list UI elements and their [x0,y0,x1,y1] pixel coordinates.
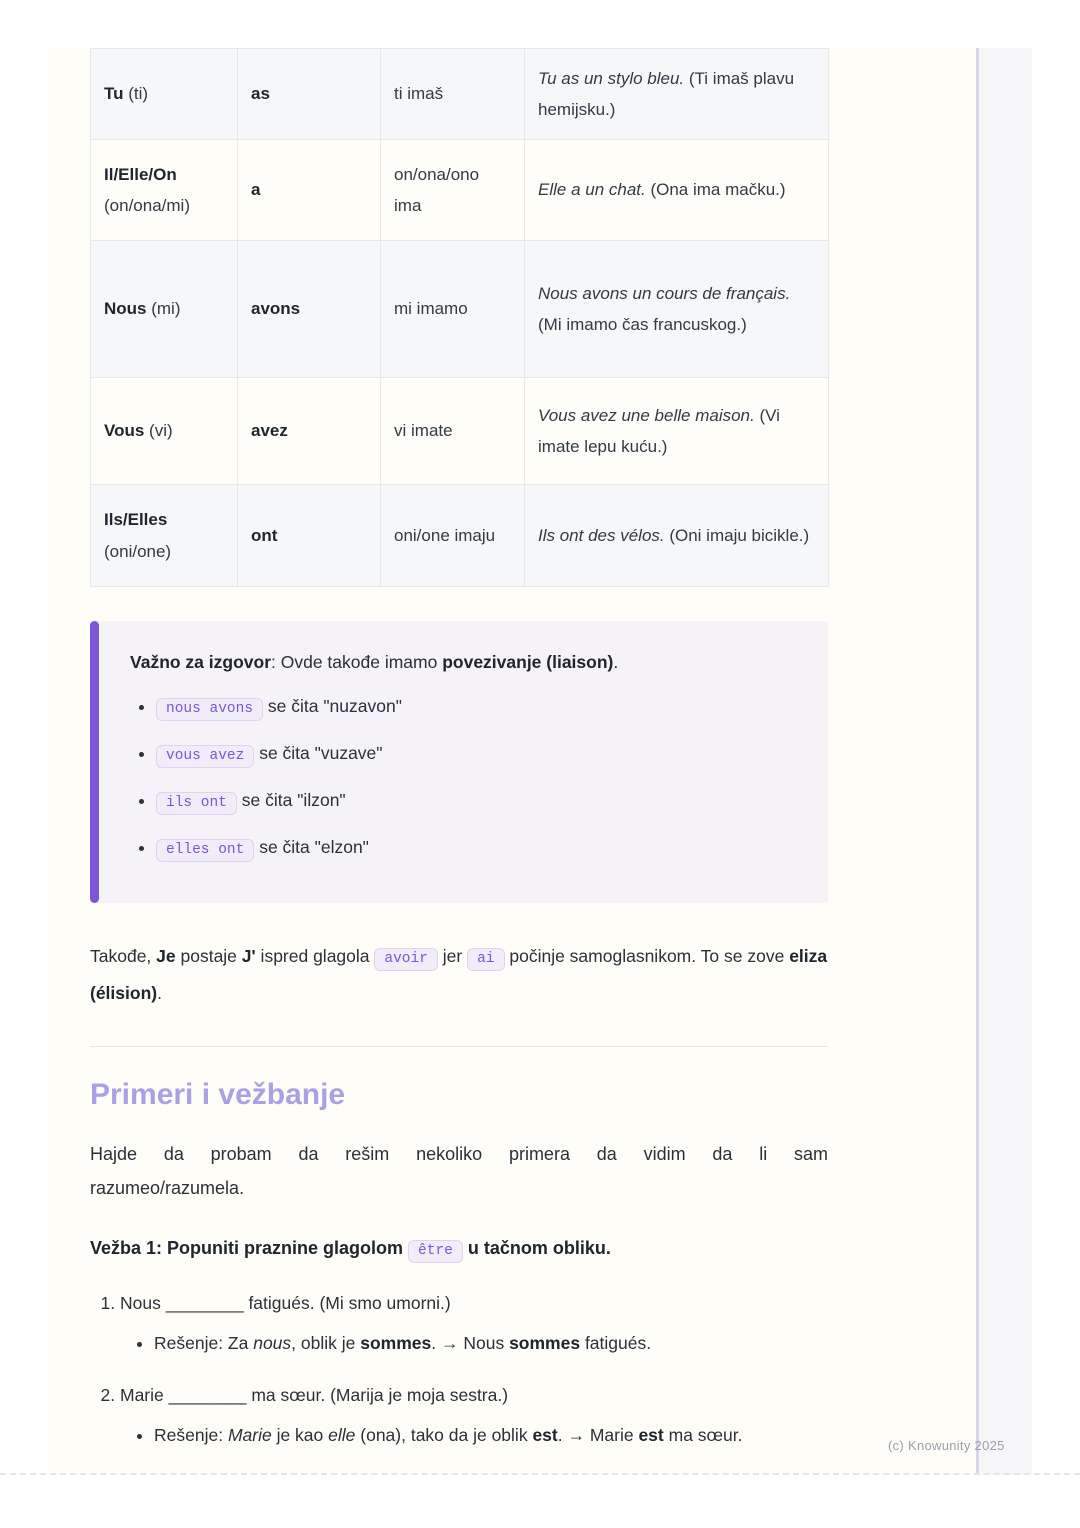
exercise-list [90,1288,828,1450]
verb-form-cell: ont [238,485,381,587]
code-chip: nous avons [156,698,263,721]
solution-bullet: • Rešenje: Marie je kao elle (ona), tako da je oblik est. → Marie est ma sœur. [154,1420,828,1450]
list-item: • ils ont se čita "ilzon" [156,785,800,818]
solution-bullet: • Rešenje: Za nous, oblik je sommes. → Nous sommes fatigués. [154,1328,828,1358]
code-chip: ils ont [156,792,237,815]
section-heading: Primeri i vežbanje [90,1078,346,1111]
example-cell: Elle a un chat. (Ona ima mačku.) [525,140,829,241]
verb-form-cell: as [238,49,381,140]
callout-accent-bar [90,621,99,903]
exercise-question: 2. Marie ________ ma sœur. (Marija je moja sestra.) [120,1385,509,1405]
code-chip: être [408,1240,463,1263]
meaning-cell: mi imamo [381,241,525,378]
table-row [91,49,829,140]
code-chip: ai [467,948,504,971]
exercise-item [120,1288,828,1358]
example-cell: Ils ont des vélos. (Oni imaju bicikle.) [525,485,829,587]
pronoun-cell: Ils/Elles (oni/one) [91,485,238,587]
table-row [91,485,829,587]
verb-form-cell: avez [238,378,381,485]
elision-paragraph: Takođe, Je postaje J' ispred glagola avoir jer ai počinje samoglasnikom. To se zove eliza (élision). [90,946,828,1003]
list-item: • vous avez se čita "vuzave" [156,738,800,771]
example-cell: Vous avez une belle maison. (Vi imate lepu kuću.) [525,378,829,485]
verb-form-cell: a [238,140,381,241]
table-row [91,241,829,378]
pronoun-cell: Il/Elle/On (on/ona/mi) [91,140,238,241]
code-chip: vous avez [156,745,254,768]
exercise-question: 1. Nous ________ fatigués. (Mi smo umorni.) [120,1293,451,1313]
table-row [91,378,829,485]
meaning-cell: vi imate [381,378,525,485]
pronoun-cell: Nous (mi) [91,241,238,378]
pronoun-cell: Tu (ti) [91,49,238,140]
pronoun-cell: Vous (vi) [91,378,238,485]
copyright-note: (c) Knowunity 2025 [888,1438,1005,1453]
section-intro: Hajde da probam da rešim nekoliko primera da vidim da li sam razumeo/razumela. [90,1144,828,1198]
page-break-divider [0,1473,1080,1475]
section-divider [90,1046,828,1047]
list-item: • elles ont se čita "elzon" [156,832,800,865]
exercise-item [120,1380,828,1450]
example-cell: Tu as un stylo bleu. (Ti imaš plavu hemijsku.) [525,49,829,140]
exercise-title: Vežba 1: Popuniti praznine glagolom être u tačnom obliku. [90,1231,828,1268]
conjugation-table [90,48,829,587]
callout-title: Važno za izgovor: Ovde takođe imamo povezivanje (liaison). [130,652,619,672]
meaning-cell: on/ona/ono ima [381,140,525,241]
pronunciation-list [130,691,800,865]
table-row [91,140,829,241]
document-page [50,48,976,1475]
next-page-edge [976,48,1032,1475]
code-chip: elles ont [156,839,254,862]
page-content [90,48,828,1472]
verb-form-cell: avons [238,241,381,378]
meaning-cell: oni/one imaju [381,485,525,587]
meaning-cell: ti imaš [381,49,525,140]
example-cell: Nous avons un cours de français. (Mi imamo čas francuskog.) [525,241,829,378]
pronunciation-callout [90,621,828,903]
code-chip: avoir [374,948,438,971]
list-item: • nous avons se čita "nuzavon" [156,691,800,724]
